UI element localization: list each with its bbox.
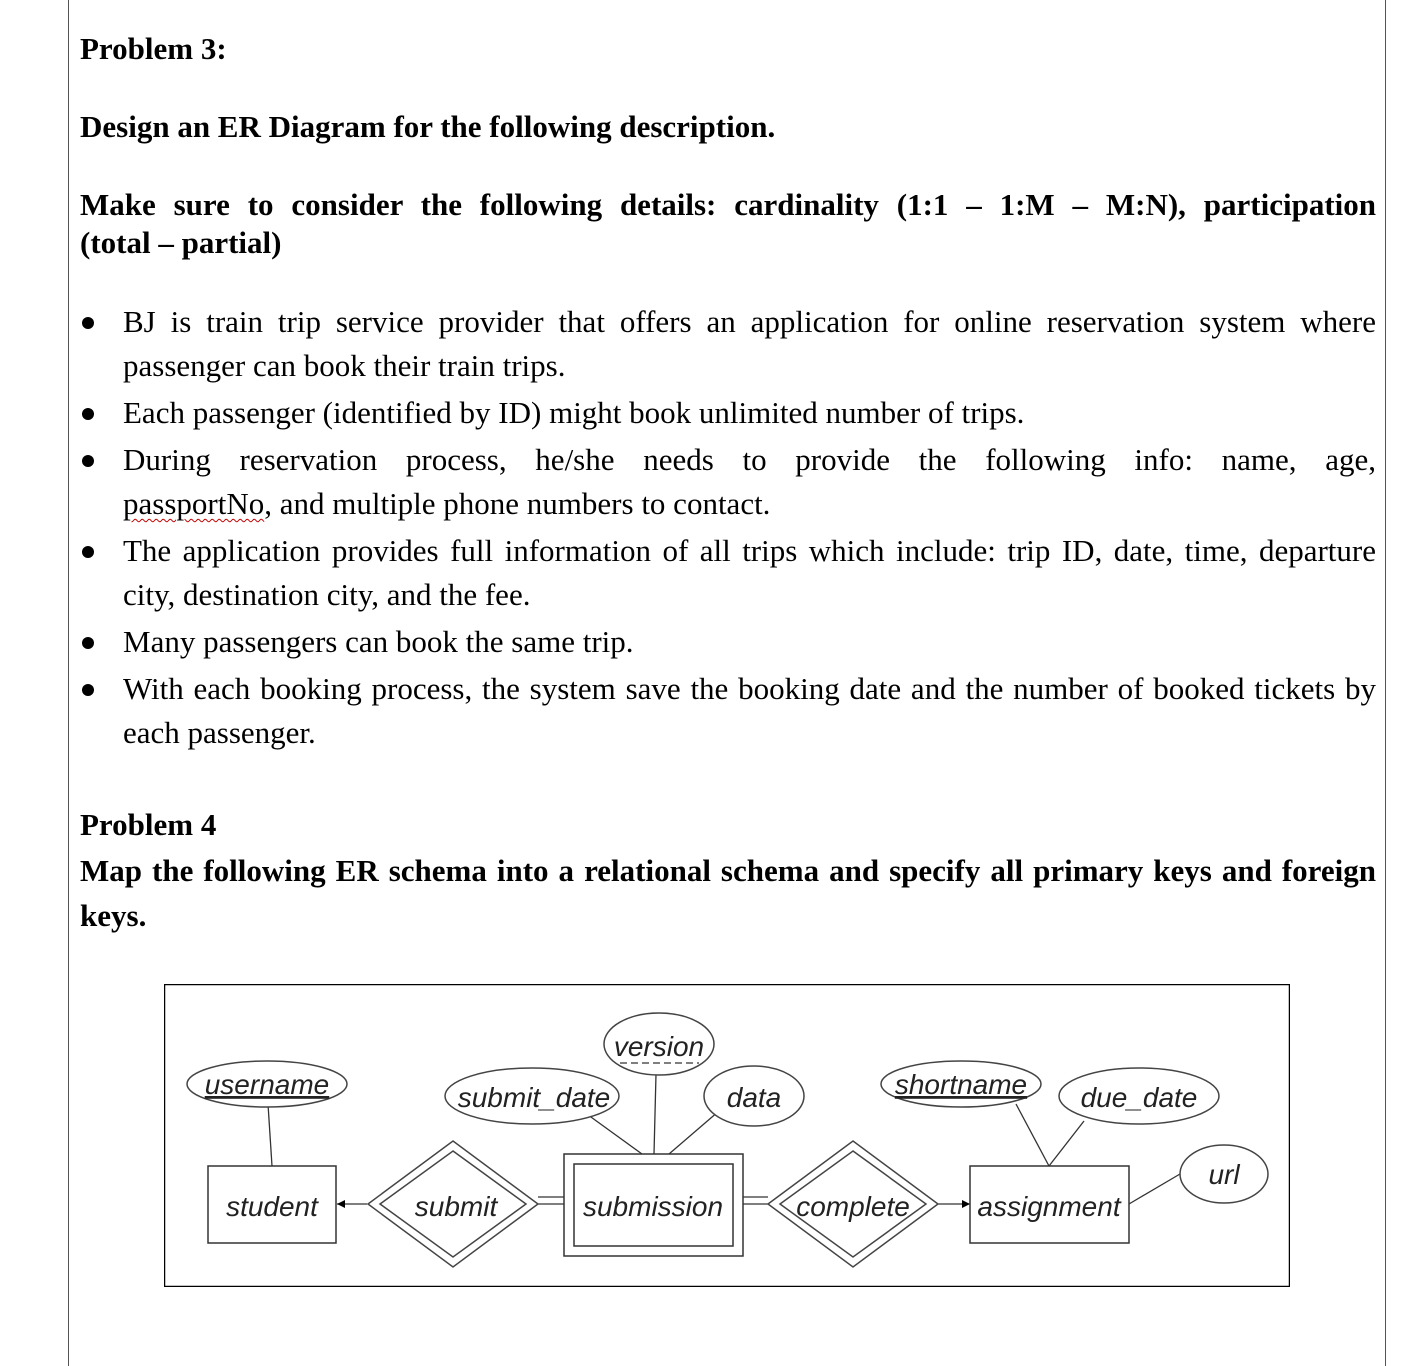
attr-url-label: url (1208, 1159, 1240, 1190)
rel-submit-label: submit (414, 1191, 498, 1222)
attr-due-date-label: due_date (1080, 1082, 1198, 1113)
bullet-item: BJ is train trip service provider that offers an application for online reservation system where passenger can book their train trips. (80, 300, 1376, 388)
entity-submission-label: submission (582, 1191, 724, 1222)
bullet-item: With each booking process, the system save the booking date and the number of booked tickets by each passenger. (80, 667, 1376, 755)
attr-version-label: version (613, 1031, 705, 1062)
bullet-item: During reservation process, he/she needs to provide the following info: name, age, passportNo, and multiple phone numbers to contact. (80, 438, 1376, 526)
page-margin-line-right (1385, 0, 1386, 1366)
problem3-details-line2: (total – partial) (80, 225, 282, 260)
problem3-title: Problem 3: (80, 31, 227, 66)
problem3-instruction: Design an ER Diagram for the following description. (80, 109, 776, 144)
bullet-dot-icon (82, 455, 94, 467)
entity-student-label: student (226, 1191, 318, 1222)
bullet-dot-icon (82, 637, 94, 649)
problem3-details-line1: Make sure to consider the following details: cardinality (1:1 – 1:M – M:N), participation (80, 187, 1376, 222)
attr-username-label: username (204, 1069, 330, 1100)
entity-assignment-label: assignment (977, 1191, 1121, 1222)
bullet-item: Many passengers can book the same trip. (80, 620, 1376, 664)
problem4-instruction: Map the following ER schema into a relational schema and specify all primary keys and foreign keys. (80, 853, 1376, 933)
bullet-dot-icon (82, 684, 94, 696)
bullet-dot-icon (82, 408, 94, 420)
bullet-dot-icon (82, 317, 94, 329)
bullet-item: Each passenger (identified by ID) might book unlimited number of trips. (80, 391, 1376, 435)
rel-complete-label: complete (796, 1191, 910, 1222)
page-margin-line-left (68, 0, 69, 1366)
problem3-bullet-list (80, 300, 1376, 758)
er-diagram (164, 984, 1290, 1287)
bullet-dot-icon (82, 546, 94, 558)
bullet-item: The application provides full information of all trips which include: trip ID, date, time, departure city, destination city, and the fee. (80, 529, 1376, 617)
attr-submit-date-label: submit_date (457, 1082, 611, 1113)
attr-shortname-label: shortname (894, 1069, 1028, 1100)
spellcheck-word: passportNo (123, 486, 265, 521)
attr-data-label: data (726, 1082, 782, 1113)
problem4-title: Problem 4 (80, 807, 217, 842)
